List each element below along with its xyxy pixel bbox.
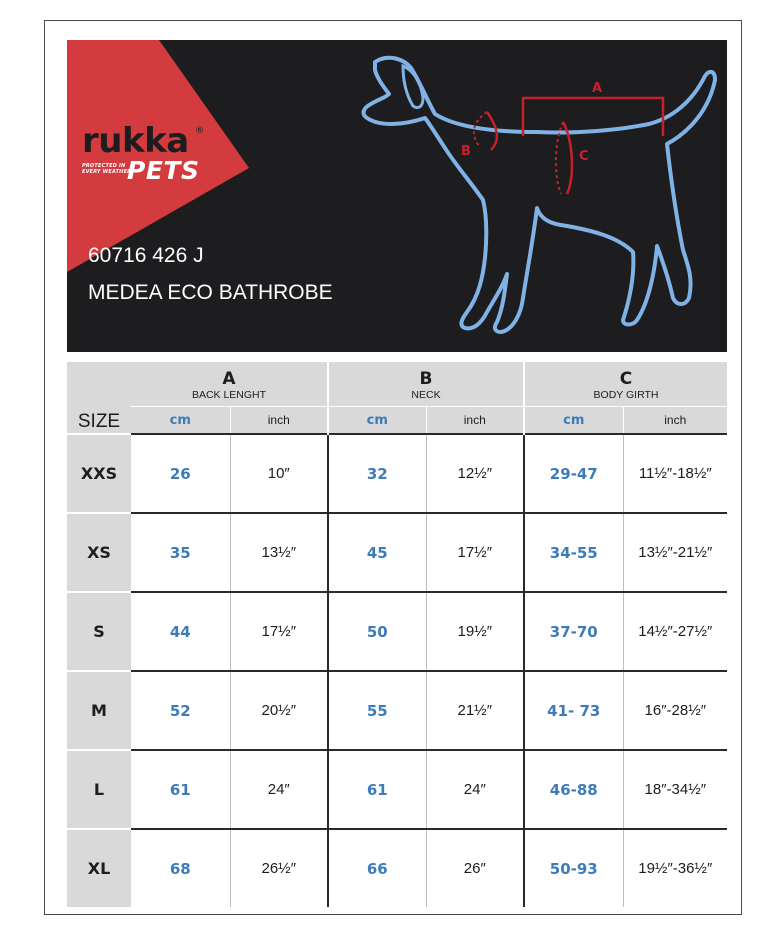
brand-logo-sub: PETS — [127, 156, 200, 185]
brand-tagline: PROTECTED IN EVERY WEATHER — [82, 163, 132, 175]
table-row — [67, 671, 727, 750]
neck-inch: 26″ — [426, 829, 524, 907]
group-header-c — [524, 362, 727, 407]
group-header-b — [328, 362, 524, 407]
unit-a-cm: cm — [131, 407, 230, 435]
size-cell: XL — [67, 829, 131, 907]
neck-cm: 66 — [328, 829, 426, 907]
table-row — [67, 750, 727, 829]
hero-banner — [67, 40, 727, 352]
neck-cm: 45 — [328, 513, 426, 592]
body-girth-cm: 37-70 — [524, 592, 623, 671]
neck-inch: 24″ — [426, 750, 524, 829]
size-cell: S — [67, 592, 131, 671]
back-length-inch: 13½″ — [230, 513, 328, 592]
table-group-header-row — [67, 362, 727, 407]
size-cell: L — [67, 750, 131, 829]
neck-cm: 32 — [328, 434, 426, 513]
group-c-letter: C — [619, 369, 633, 389]
back-length-cm: 35 — [131, 513, 230, 592]
size-cell: XS — [67, 513, 131, 592]
group-header-a — [131, 362, 328, 407]
back-length-inch: 20½″ — [230, 671, 328, 750]
group-c-name: BODY GIRTH — [593, 389, 659, 401]
size-cell: M — [67, 671, 131, 750]
back-length-cm: 26 — [131, 434, 230, 513]
body-girth-cm: 50-93 — [524, 829, 623, 907]
back-length-inch: 10″ — [230, 434, 328, 513]
unit-header-row — [67, 407, 727, 435]
measure-c-label: C — [579, 149, 589, 164]
body-girth-inch: 16″-28½″ — [623, 671, 727, 750]
measure-b-label: B — [461, 144, 471, 159]
body-girth-cm: 34-55 — [524, 513, 623, 592]
unit-b-inch: inch — [426, 407, 524, 435]
neck-inch: 21½″ — [426, 671, 524, 750]
back-length-cm: 68 — [131, 829, 230, 907]
back-length-inch: 26½″ — [230, 829, 328, 907]
neck-inch: 12½″ — [426, 434, 524, 513]
body-girth-inch: 11½″-18½″ — [623, 434, 727, 513]
size-column-header: SIZE — [67, 362, 131, 434]
body-girth-cm: 29-47 — [524, 434, 623, 513]
body-girth-inch: 13½″-21½″ — [623, 513, 727, 592]
back-length-cm: 44 — [131, 592, 230, 671]
back-length-cm: 61 — [131, 750, 230, 829]
size-cell: XXS — [67, 434, 131, 513]
back-length-inch: 17½″ — [230, 592, 328, 671]
body-girth-cm: 46-88 — [524, 750, 623, 829]
unit-c-cm: cm — [524, 407, 623, 435]
group-a-name: BACK LENGHT — [191, 389, 267, 401]
dog-measurement-diagram — [337, 40, 727, 352]
neck-inch: 19½″ — [426, 592, 524, 671]
size-table — [67, 362, 727, 907]
dog-ear — [403, 66, 423, 108]
table-row — [67, 513, 727, 592]
registered-mark: ® — [195, 126, 204, 136]
brand-logo-word: rukka — [82, 121, 189, 161]
body-girth-inch: 18″-34½″ — [623, 750, 727, 829]
group-a-letter: A — [222, 369, 236, 389]
unit-b-cm: cm — [328, 407, 426, 435]
body-girth-cm: 41- 73 — [524, 671, 623, 750]
product-name: MEDEA ECO BATHROBE — [88, 281, 333, 304]
table-row — [67, 592, 727, 671]
neck-cm: 61 — [328, 750, 426, 829]
body-girth-inch: 19½″-36½″ — [623, 829, 727, 907]
product-code: 60716 426 J — [88, 244, 204, 267]
neck-inch: 17½″ — [426, 513, 524, 592]
group-b-name: NECK — [411, 389, 441, 401]
measure-a-label: A — [592, 81, 603, 96]
table-row — [67, 434, 727, 513]
unit-c-inch: inch — [623, 407, 727, 435]
neck-cm: 55 — [328, 671, 426, 750]
back-length-cm: 52 — [131, 671, 230, 750]
neck-cm: 50 — [328, 592, 426, 671]
back-length-inch: 24″ — [230, 750, 328, 829]
unit-a-inch: inch — [230, 407, 328, 435]
group-b-letter: B — [419, 369, 433, 389]
body-girth-inch: 14½″-27½″ — [623, 592, 727, 671]
table-row — [67, 829, 727, 907]
